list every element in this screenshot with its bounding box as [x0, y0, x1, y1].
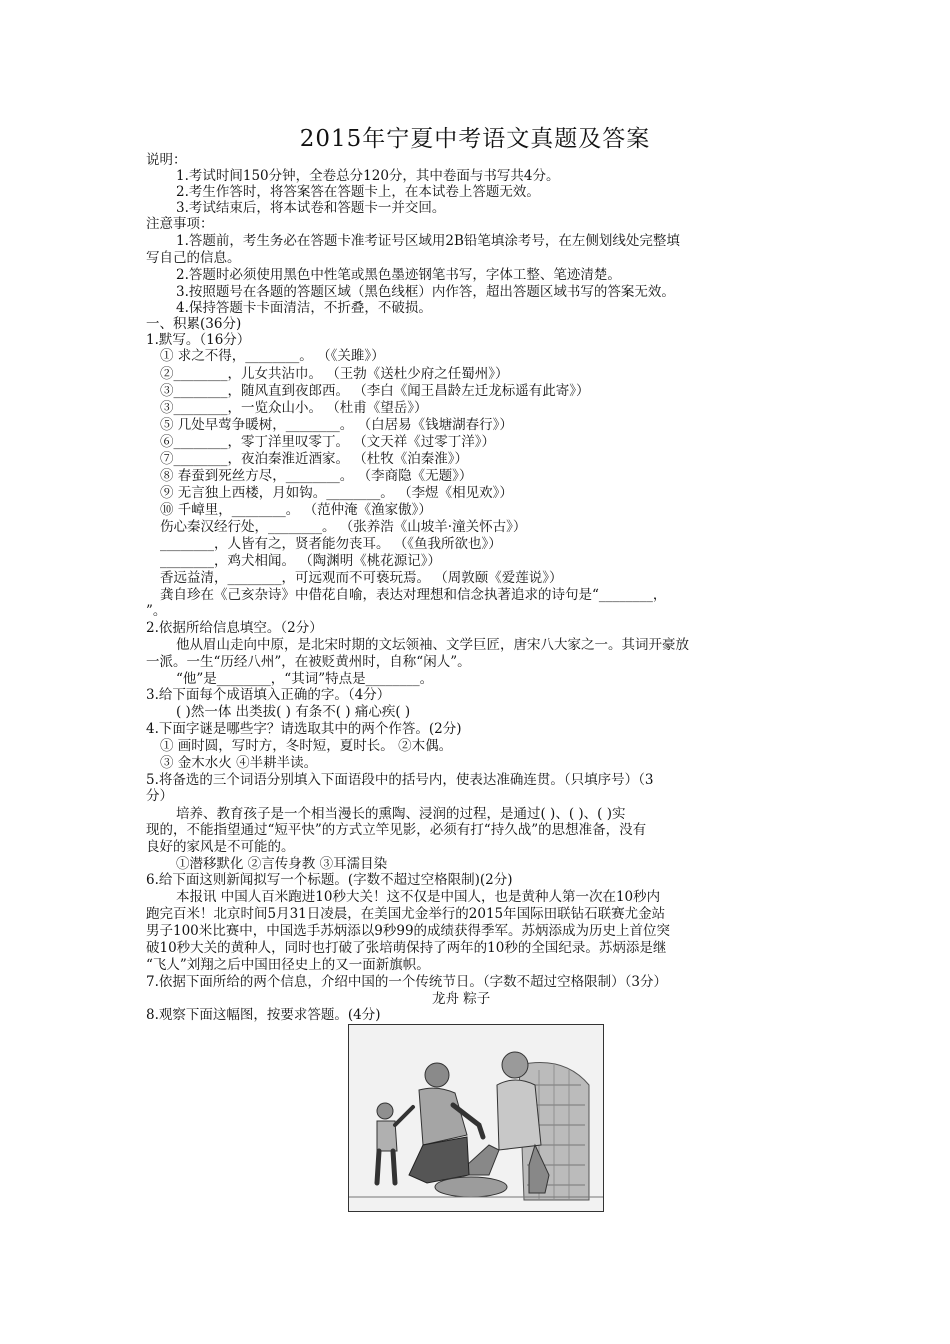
- text-line: 3.考试结束后，将本试卷和答题卡一并交回。: [176, 200, 446, 216]
- text-line: 现的，不能指望通过“短平快”的方式立竿见影，必须有打“持久战”的思想准备，没有: [146, 822, 647, 838]
- text-line: 龚自珍在《己亥杂诗》中借花自喻，表达对理想和信念执著追求的诗句是“________，: [160, 587, 667, 603]
- text-line: 跑完百米！北京时间5月31日凌晨，在美国尤金举行的2015年国际田联钻石联赛尤金站: [146, 906, 666, 922]
- text-line: ( )然一体 出类拔( ) 有条不( ) 痛心疾( ): [176, 704, 411, 720]
- text-line: 1.答题前，考生务必在答题卡准考证号区域用2B铅笔填涂考号，在左侧划线处完整填: [176, 233, 680, 249]
- text-line: 龙舟 粽子: [432, 991, 491, 1007]
- text-line: 1.考试时间150分钟，全卷总分120分，其中卷面与书写共4分。: [176, 168, 560, 184]
- question-heading: 3.给下面每个成语填入正确的字。（4分）: [146, 687, 391, 703]
- text-line: 一派。一生“历经八州”，在被贬黄州时，自称“闲人”。: [146, 654, 471, 670]
- text-line: ① 画时圆，写时方，冬时短，夏时长。 ②木偶。: [160, 738, 453, 754]
- text-line: ⑨ 无言独上西楼，月如钩。________。 （李煜《相见欢》）: [160, 485, 513, 501]
- text-line: 2.答题时必须使用黑色中性笔或黑色墨迹钢笔书写，字体工整、笔迹清楚。: [176, 267, 621, 283]
- text-line: 他从眉山走向中原，是北宋时期的文坛领袖、文学巨匠，唐宋八大家之一。其词开豪放: [176, 637, 689, 653]
- text-line: ⑩ 千嶂里，________。 （范仲淹《渔家傲》）: [160, 502, 432, 518]
- text-line: ① 求之不得，________。 （《关雎》）: [160, 348, 385, 364]
- text-line: ③ 金木水火 ④半耕半读。: [160, 755, 318, 771]
- page-title: 2015年宁夏中考语文真题及答案: [299, 126, 651, 152]
- text-line: “他”是________，“其词”特点是________。: [176, 671, 434, 687]
- text-line: 良好的家风是不可能的。: [146, 839, 295, 855]
- text-line: ⑧ 春蚕到死丝方尽，________。 （李商隐《无题》）: [160, 468, 473, 484]
- text-line: 3.按照题号在各题的答题区域（黑色线框）内作答，超出答题区域书写的答案无效。: [176, 284, 675, 300]
- text-line: ②________，儿女共沾巾。 （王勃《送杜少府之任蜀州》）: [160, 366, 509, 382]
- text-line: 2.考生作答时，将答案答在答题卡上，在本试卷上答题无效。: [176, 184, 540, 200]
- question-heading: 2.依据所给信息填空。（2分）: [146, 620, 323, 636]
- text-line: ________，人皆有之，贤者能勿丧耳。 （《鱼我所欲也》）: [160, 536, 502, 552]
- illustration-drawing: [349, 1025, 603, 1211]
- text-line: 伤心秦汉经行处，________。 （张养浩《山坡羊·潼关怀古》）: [160, 519, 527, 535]
- text-line: 本报讯 中国人百米跑进10秒大关！这不仅是中国人，也是黄种人第一次在10秒内: [176, 889, 661, 905]
- text-line: ③________，一览众山小。 （杜甫《望岳》）: [160, 400, 428, 416]
- question-heading: 5.将备选的三个词语分别填入下面语段中的括号内，使表达准确连贯。（只填序号）（3: [146, 772, 654, 788]
- question-heading: 7.依据下面所给的两个信息，介绍中国的一个传统节日。（字数不超过空格限制）（3分）: [146, 974, 667, 990]
- text-line: 男子100米比赛中，中国选手苏炳添以9秒99的成绩获得季军。苏炳添成为历史上首位突: [146, 923, 671, 939]
- section-heading: 一、积累(36分): [146, 316, 242, 332]
- text-line: ”。: [146, 603, 167, 619]
- text-line: ③________，随风直到夜郎西。 （李白《闻王昌龄左迁龙标遥有此寄》）: [160, 383, 590, 399]
- text-line: ⑦________，夜泊秦淮近酒家。 （杜牧《泊秦淮》）: [160, 451, 469, 467]
- text-line: 注意事项：: [146, 216, 214, 232]
- text-line: 破10秒大关的黄种人，同时也打破了张培萌保持了两年的10秒的全国纪录。苏炳添是继: [146, 940, 667, 956]
- text-line: ⑥________，零丁洋里叹零丁。 （文天祥《过零丁洋》）: [160, 434, 496, 450]
- text-line: 香远益清，________，可远观而不可亵玩焉。 （周敦颐《爱莲说》）: [160, 570, 563, 586]
- text-line: 说明：: [146, 152, 187, 168]
- text-line: 分）: [146, 788, 173, 804]
- text-line: ________，鸡犬相闻。 （陶渊明《桃花源记》）: [160, 553, 442, 569]
- question-heading: 1.默写。（16分）: [146, 332, 251, 348]
- text-line: ①潜移默化 ②言传身教 ③耳濡目染: [176, 856, 388, 872]
- text-line: 培养、教育孩子是一个相当漫长的熏陶、浸润的过程，是通过( )、( )、( )实: [176, 806, 626, 822]
- question-heading: 8.观察下面这幅图，按要求答题。(4分): [146, 1007, 381, 1023]
- text-line: ⑤ 几处早莺争暖树，________。 （白居易《钱塘湖春行》）: [160, 417, 513, 433]
- text-line: 4.保持答题卡卡面清洁，不折叠，不破损。: [176, 300, 432, 316]
- question-heading: 4.下面字谜是哪些字？请选取其中的两个作答。(2分): [146, 721, 462, 737]
- question-heading: 6.给下面这则新闻拟写一个标题。(字数不超过空格限制)(2分): [146, 872, 513, 888]
- text-line: 写自己的信息。: [146, 250, 241, 266]
- text-line: “飞人”刘翔之后中国田径史上的又一面新旗帜。: [146, 957, 430, 973]
- illustration-image: [348, 1024, 604, 1212]
